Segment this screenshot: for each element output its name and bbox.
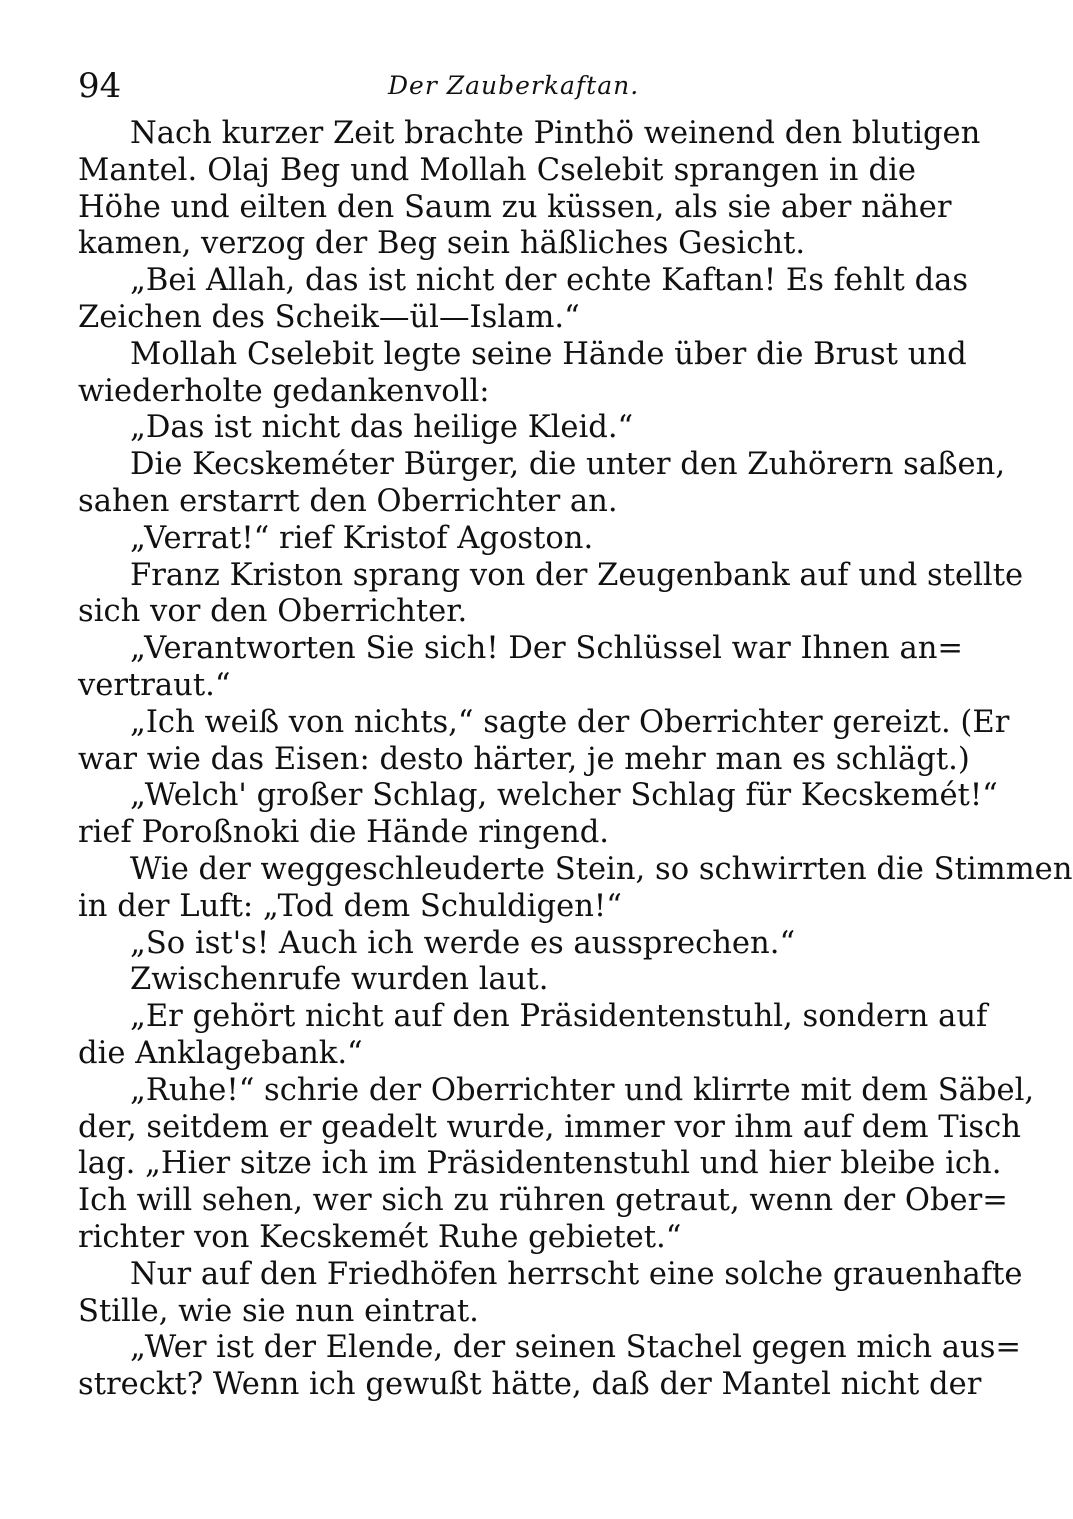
text-line: „Er gehört nicht auf den Präsidentenstuhl, sondern auf <box>130 999 988 1035</box>
text-line: „Bei Allah, das ist nicht der echte Kaftan! Es fehlt das <box>130 263 969 299</box>
text-line: rief Poroßnoki die Hände ringend. <box>78 815 610 851</box>
text-line: Höhe und eilten den Saum zu küssen, als sie aber näher <box>78 189 952 225</box>
page-number: 94 <box>78 66 122 106</box>
text-line: „Verantworten Sie sich! Der Schlüssel war Ihnen an= <box>130 631 964 667</box>
running-title: Der Zauberkaftan. <box>388 71 640 100</box>
text-line: kamen, verzog der Beg sein häßliches Gesicht. <box>78 226 806 262</box>
text-line: „So ist's! Auch ich werde es aussprechen.“ <box>130 925 796 961</box>
text-line: „Wer ist der Elende, der seinen Stachel gegen mich aus= <box>130 1330 1022 1366</box>
text-line: „Ruhe!“ schrie der Oberrichter und klirrte mit dem Säbel, <box>130 1072 1035 1108</box>
text-line: sich vor den Oberrichter. <box>78 594 468 630</box>
text-line: „Das ist nicht das heilige Kleid.“ <box>130 410 634 446</box>
text-line: vertraut.“ <box>78 667 231 703</box>
text-line: streckt? Wenn ich gewußt hätte, daß der Mantel nicht der <box>78 1367 982 1403</box>
text-line: Die Kecskeméter Bürger, die unter den Zuhörern saßen, <box>130 447 1006 483</box>
text-line: der, seitdem er geadelt wurde, immer vor ihm auf dem Tisch <box>78 1109 1021 1145</box>
text-line: Nach kurzer Zeit brachte Pinthö weinend den blutigen <box>130 116 981 151</box>
text-line: Ich will sehen, wer sich zu rühren getraut, wenn der Ober= <box>78 1183 1008 1219</box>
text-line: Zeichen des Scheik—ül—Islam.“ <box>78 299 580 335</box>
text-line: Zwischenrufe wurden laut. <box>130 962 549 998</box>
page-header <box>78 62 916 110</box>
text-line: Nur auf den Friedhöfen herrscht eine solche grauenhafte <box>130 1256 1023 1292</box>
text-line: „Ich weiß von nichts,“ sagte der Oberrichter gereizt. (Er <box>130 704 1010 740</box>
text-line: Wie der weggeschleuderte Stein, so schwirrten die Stimmen <box>130 851 1073 887</box>
text-line: Franz Kriston sprang von der Zeugenbank auf und stellte <box>130 557 1024 593</box>
text-line: „Welch' großer Schlag, welcher Schlag für Kecskemét!“ <box>130 778 998 814</box>
text-line: wiederholte gedankenvoll: <box>78 373 490 409</box>
text-line: die Anklagebank.“ <box>78 1035 363 1071</box>
text-line: Mantel. Olaj Beg und Mollah Cselebit sprangen in die <box>78 152 916 188</box>
text-line: sahen erstarrt den Oberrichter an. <box>78 483 618 519</box>
text-line: „Verrat!“ rief Kristof Agoston. <box>130 520 594 556</box>
body-text <box>78 116 1073 1404</box>
text-line: Stille, wie sie nun eintrat. <box>78 1293 479 1329</box>
text-line: lag. „Hier sitze ich im Präsidentenstuhl und hier bleibe ich. <box>78 1146 1002 1182</box>
text-line: war wie das Eisen: desto härter, je mehr man es schlägt.) <box>78 741 970 777</box>
text-line: richter von Kecskemét Ruhe gebietet.“ <box>78 1219 682 1255</box>
text-line: Mollah Cselebit legte seine Hände über die Brust und <box>130 336 967 372</box>
text-line: in der Luft: „Tod dem Schuldigen!“ <box>78 888 622 924</box>
